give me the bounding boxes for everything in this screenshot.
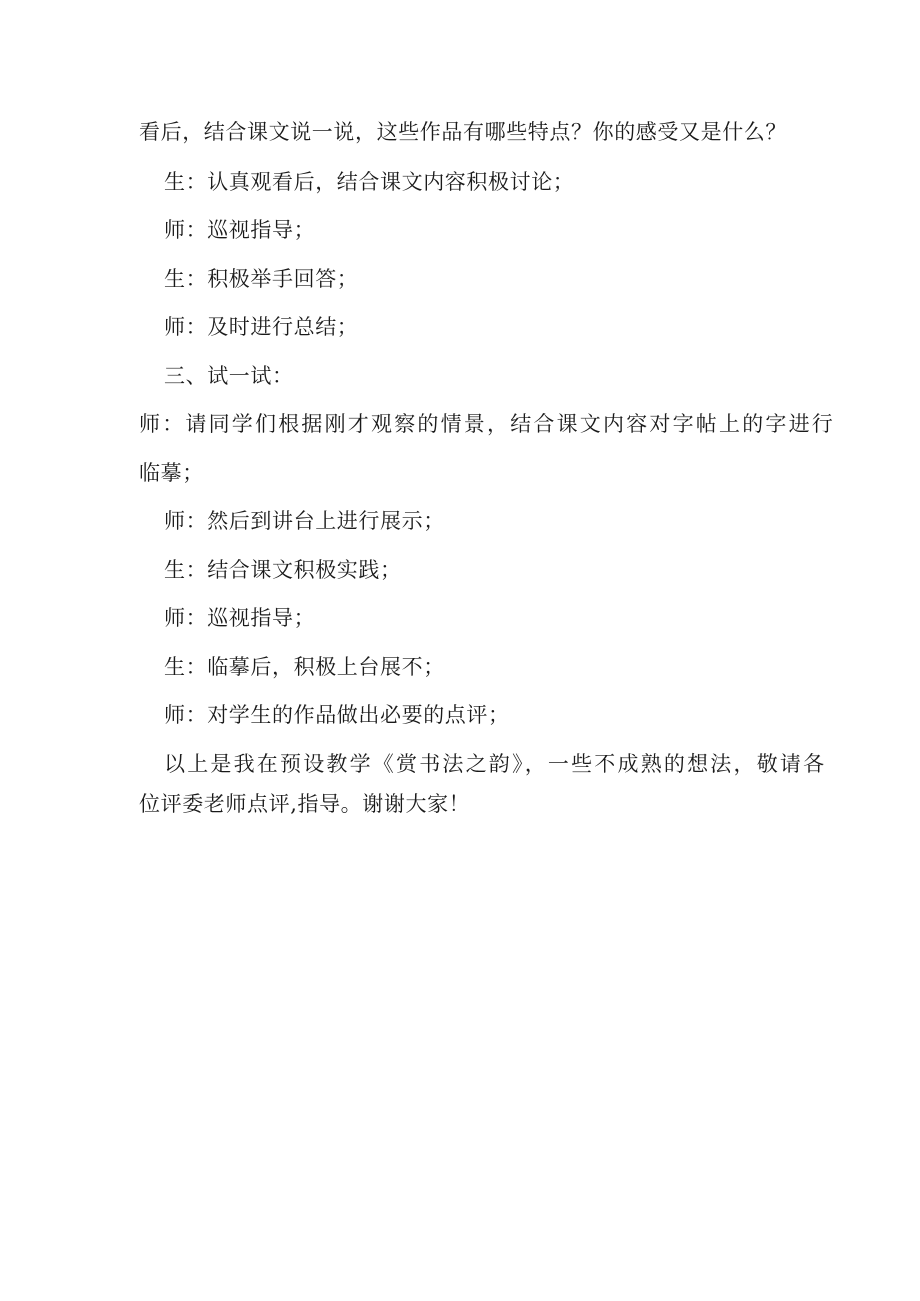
text-line-5: 师：及时进行总结；	[164, 315, 359, 339]
text-line-7: 师：请同学们根据刚才观察的情景，结合课文内容对字帖上的字进行	[139, 412, 835, 436]
section-heading: 三、试一试：	[164, 364, 294, 388]
text-line-4: 生：积极举手回答；	[164, 267, 359, 291]
text-line-14: 以上是我在预设教学《赏书法之韵》，一些不成熟的想法，敬请各	[164, 752, 827, 776]
text-line-12: 生：临摹后，积极上台展不；	[164, 655, 445, 679]
text-line-11: 师：巡视指导；	[164, 606, 316, 630]
text-line-8: 临摹；	[139, 461, 204, 485]
text-line-9: 师：然后到讲台上进行展示；	[164, 509, 445, 533]
text-line-10: 生：结合课文积极实践；	[164, 558, 402, 582]
text-line-15: 位评委老师点评,指导。谢谢大家！	[139, 792, 471, 816]
text-line-3: 师：巡视指导；	[164, 218, 316, 242]
text-line-2: 生：认真观看后，结合课文内容积极讨论；	[164, 170, 575, 194]
text-line-1: 看后，结合课文说一说，这些作品有哪些特点？你的感受又是什么？	[139, 120, 787, 144]
text-line-13: 师：对学生的作品做出必要的点评；	[164, 703, 510, 727]
